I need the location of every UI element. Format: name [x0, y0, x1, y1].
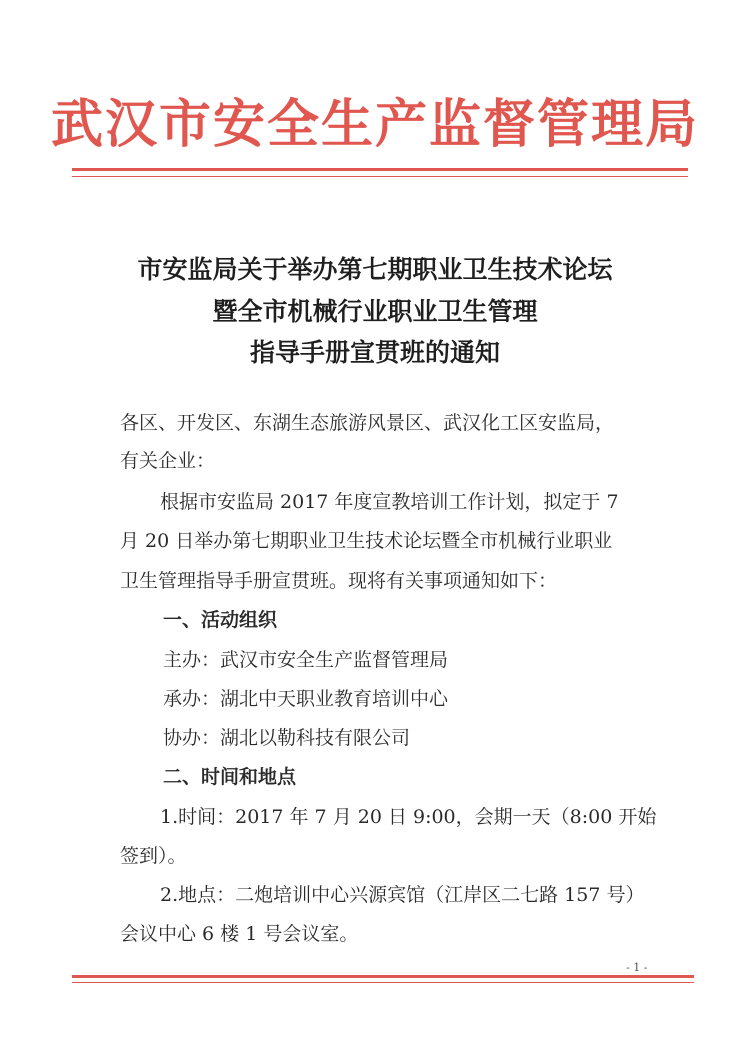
footer-red-rule-thick [72, 975, 694, 978]
recipients-line-2: 有关企业： [120, 450, 216, 472]
organizer-undertaker: 承办：湖北中天职业教育培训中心 [163, 688, 449, 710]
footer-red-rule-thin [72, 982, 694, 983]
issuing-authority-header: 武汉市安全生产监督管理局 [50, 95, 699, 155]
organizer-co-organizer: 协办：湖北以勒科技有限公司 [163, 727, 411, 749]
event-place-line-2: 会议中心 6 楼 1 号会议室。 [120, 923, 359, 945]
event-time-line-2: 签到）。 [120, 845, 187, 867]
page-number: - 1 - [626, 961, 648, 974]
header-red-rule-thin [72, 176, 688, 177]
document-title-line-2: 暨全市机械行业职业卫生管理 [212, 297, 538, 326]
intro-line-2: 月 20 日举办第七期职业卫生技术论坛暨全市机械行业职业 [120, 530, 613, 552]
recipients-line-1: 各区、开发区、东湖生态旅游风景区、武汉化工区安监局， [120, 412, 615, 434]
document-title-line-3: 指导手册宣贯班的通知 [249, 338, 500, 367]
event-place-line-1: 2.地点：二炮培训中心兴源宾馆（江岸区二七路 157 号） [160, 884, 645, 906]
event-time-line-1: 1.时间：2017 年 7 月 20 日 9:00，会期一天（8:00 开始 [160, 806, 657, 828]
section-heading-organization: 一、活动组织 [163, 609, 278, 631]
document-title-line-1: 市安监局关于举办第七期职业卫生技术论坛 [137, 255, 613, 284]
section-heading-time-place: 二、时间和地点 [163, 766, 297, 788]
intro-line-3: 卫生管理指导手册宣贯班。现将有关事项通知如下： [120, 570, 558, 592]
organizer-host: 主办：武汉市安全生产监督管理局 [163, 649, 449, 671]
header-red-rule-thick [72, 168, 688, 171]
intro-line-1: 根据市安监局 2017 年度宣教培训工作计划，拟定于 7 [160, 491, 619, 513]
